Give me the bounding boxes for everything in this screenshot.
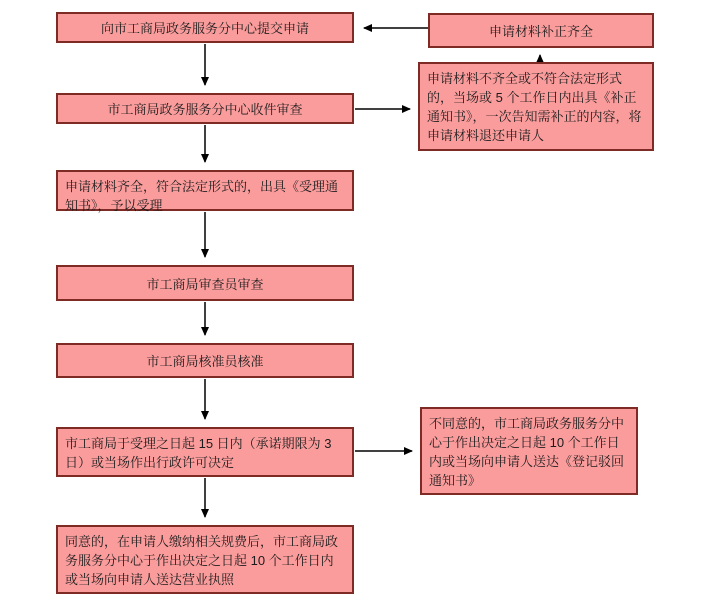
flow-node-license-delivery: 同意的，在申请人缴纳相关规费后，市工商局政务服务分中心于作出决定之日起 10 个工作日内或当场向申请人送达营业执照 (56, 525, 354, 594)
flow-node-examiner-review: 市工商局审查员审查 (56, 265, 354, 301)
flow-node-materials-supplemented: 申请材料补正齐全 (428, 13, 654, 48)
flow-node-receipt-review: 市工商局政务服务分中心收件审查 (56, 93, 354, 124)
flow-node-approver-approval: 市工商局核准员核准 (56, 343, 354, 378)
flow-node-submit-application: 向市工商局政务服务分中心提交申请 (56, 12, 354, 43)
flow-node-licensing-decision: 市工商局于受理之日起 15 日内（承诺期限为 3 日）或当场作出行政许可决定 (56, 427, 354, 477)
flow-node-incomplete-materials-notice: 申请材料不齐全或不符合法定形式的，当场或 5 个工作日内出具《补正通知书》，一次告知需补正的内容，将申请材料退还申请人 (418, 62, 654, 151)
flow-node-rejection-notice: 不同意的，市工商局政务服务分中心于作出决定之日起 10 个工作日内或当场向申请人送达《登记驳回通知书》 (420, 407, 638, 495)
flow-node-acceptance-notice: 申请材料齐全，符合法定形式的，出具《受理通知书》，予以受理 (56, 170, 354, 211)
